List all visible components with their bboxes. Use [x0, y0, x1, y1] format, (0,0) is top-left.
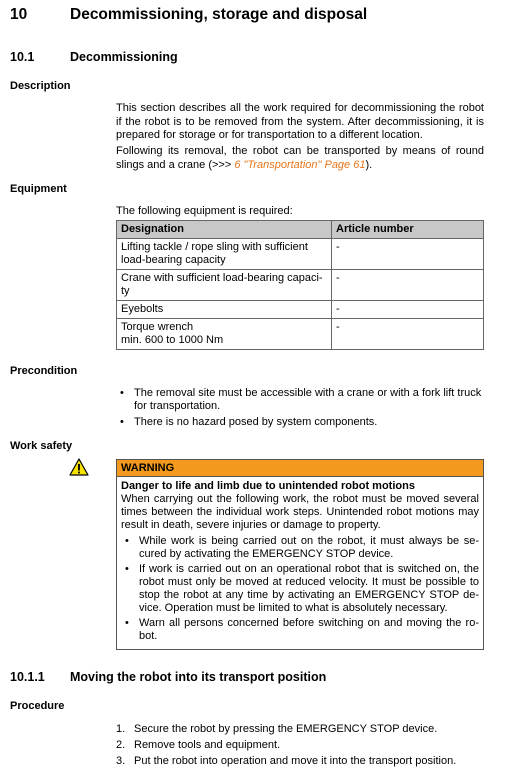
step-number: 3.	[116, 755, 126, 767]
list-item	[121, 563, 479, 615]
procedure-step	[116, 739, 484, 752]
list-item	[116, 387, 484, 413]
work-safety-label: Work safety	[10, 440, 73, 452]
designation-cell	[117, 319, 332, 350]
step-text: Remove tools and equipment.	[134, 739, 281, 751]
article-cell: -	[332, 239, 484, 270]
description-label: Description	[10, 80, 71, 92]
precondition-list	[116, 387, 484, 432]
equipment-table	[116, 220, 484, 350]
step-text: Secure the robot by pressing the EMERGENCY STOP device.	[134, 723, 438, 735]
designation-line-1: Torque wrench	[121, 321, 194, 333]
transportation-link[interactable]: 6 "Transportation" Page 61	[234, 158, 366, 171]
list-item	[121, 617, 479, 643]
bullet-icon: •	[120, 416, 124, 428]
list-item	[121, 535, 479, 561]
designation-cell: Lifting tackle / rope sling with sufficient load-bearing capacity	[117, 239, 332, 270]
warning-header: WARNING	[117, 460, 483, 477]
section-title: Decommissioning	[70, 50, 178, 64]
description-paragraph-2	[116, 145, 484, 172]
table-row	[117, 239, 484, 270]
chapter-number: 10	[10, 6, 28, 23]
step-text: Put the robot into operation and move it into the transport position.	[134, 755, 457, 767]
bullet-icon: •	[125, 563, 129, 575]
list-item-text: There is no hazard posed by system components.	[134, 416, 378, 428]
precondition-label: Precondition	[10, 365, 78, 377]
column-header-designation: Designation	[117, 221, 332, 239]
chapter-title: Decommissioning, storage and disposal	[70, 6, 368, 23]
description-p2-text: Following its removal, the robot can be transported by means of round slings and a crane (>>>	[116, 145, 484, 171]
table-header-row	[117, 221, 484, 239]
table-row	[117, 301, 484, 319]
section-number: 10.1	[10, 50, 35, 64]
article-cell: -	[332, 319, 484, 350]
table-row	[117, 270, 484, 301]
equipment-intro: The following equipment is required:	[116, 205, 293, 217]
subsection-number: 10.1.1	[10, 670, 45, 684]
description-p2-end: ).	[365, 158, 373, 171]
column-header-article-number: Article number	[332, 221, 484, 239]
warning-box	[116, 459, 484, 650]
table-row	[117, 319, 484, 350]
article-cell: -	[332, 301, 484, 319]
procedure-label: Procedure	[10, 700, 65, 712]
designation-cell: Crane with sufficient load-bearing capaci-ty	[117, 270, 332, 301]
bullet-icon: •	[125, 535, 129, 547]
equipment-label: Equipment	[10, 183, 67, 195]
procedure-step	[116, 723, 484, 736]
subsection-title: Moving the robot into its transport position	[70, 670, 327, 684]
procedure-step	[116, 755, 484, 768]
list-item-text: Warn all persons concerned before switching on and moving the ro-bot.	[139, 617, 479, 642]
designation-line-2: min. 600 to 1000 Nm	[121, 334, 224, 346]
warning-title: Danger to life and limb due to unintended robot motions	[121, 480, 415, 492]
bullet-icon: •	[120, 387, 124, 399]
procedure-steps	[116, 723, 484, 771]
step-number: 1.	[116, 723, 126, 735]
list-item-text: The removal site must be accessible with a crane or with a fork lift truck for transportation.	[134, 387, 482, 412]
description-paragraph-1: This section describes all the work required for decommissioning the robot if the robot is to be removed from the system. After decommissioning, it is prepared for storage or for transportation to a different location.	[116, 102, 484, 141]
warning-body	[117, 477, 483, 649]
bullet-icon: •	[125, 617, 129, 629]
article-cell: -	[332, 270, 484, 301]
list-item-text: While work is being carried out on the robot, it must always be se-cured by activating the EMERGENCY STOP device.	[139, 535, 479, 560]
designation-cell: Eyebolts	[117, 301, 332, 319]
list-item	[116, 416, 484, 429]
step-number: 2.	[116, 739, 126, 751]
warning-text: When carrying out the following work, the robot must be moved several times between the individual work steps. Unintended robot motions may result in death, severe injuries or damage to property.	[121, 493, 479, 531]
list-item-text: If work is carried out on an operational robot that is switched on, the robot must only be moved at reduced velocity. It must be possible to stop the robot at any time by activating an EMERGENCY STOP de-vice. Operation must be limited to what is absolutely necessary.	[139, 563, 479, 614]
warning-triangle-icon	[69, 458, 89, 476]
